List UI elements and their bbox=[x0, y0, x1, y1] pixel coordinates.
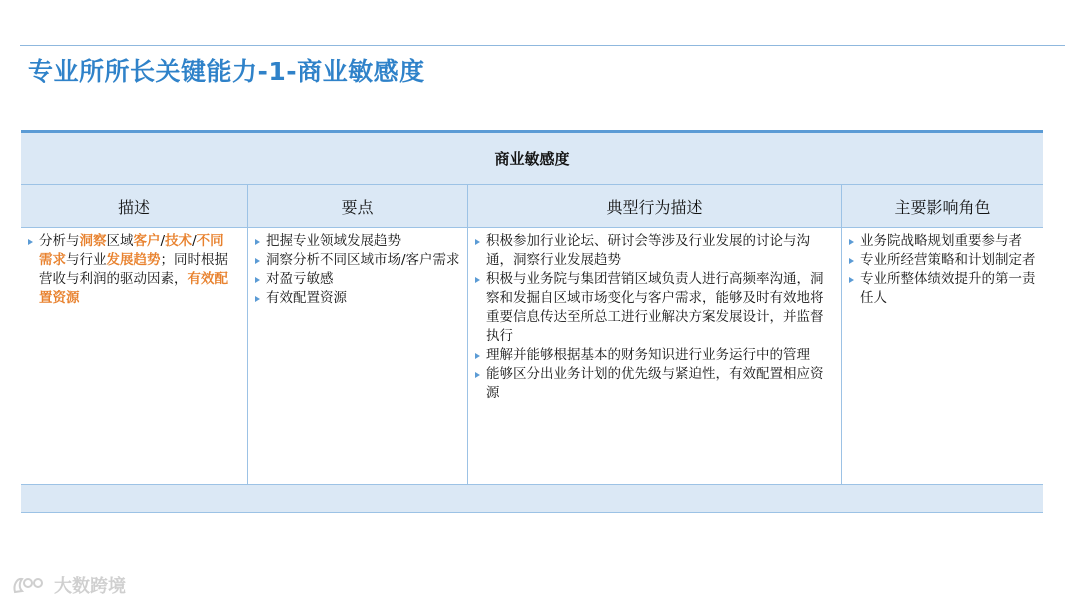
highlight-text: 技术 bbox=[165, 233, 193, 249]
column-divider bbox=[467, 185, 468, 485]
description-cell bbox=[27, 232, 233, 308]
highlight-text: 客户 bbox=[133, 233, 161, 249]
top-rule bbox=[20, 45, 1065, 46]
roles-cell bbox=[848, 232, 1038, 308]
role-item: 专业所经营策略和计划制定者 bbox=[848, 251, 1038, 270]
highlight-text: 不同需求 bbox=[39, 233, 224, 268]
watermark bbox=[12, 572, 126, 598]
watermark-text: 大数跨境 bbox=[54, 576, 126, 597]
highlight-text: 洞察 bbox=[79, 233, 107, 249]
description-segment: 分析与 bbox=[39, 233, 80, 249]
role-item: 专业所整体绩效提升的第一责任人 bbox=[848, 270, 1038, 308]
header-description: 描述 bbox=[117, 197, 150, 217]
header-behaviors: 典型行为描述 bbox=[606, 197, 703, 217]
roles-list bbox=[848, 232, 1038, 308]
behaviors-cell bbox=[474, 232, 836, 403]
watermark-logo-icon bbox=[12, 575, 48, 595]
table-body-row bbox=[21, 228, 1043, 484]
table-footer-row bbox=[21, 484, 1043, 513]
key-point-item: 对盈亏敏感 bbox=[254, 270, 460, 289]
behavior-item: 理解并能够根据基本的财务知识进行业务运行中的管理 bbox=[474, 346, 836, 365]
key-point-item: 有效配置资源 bbox=[254, 289, 460, 308]
column-divider bbox=[841, 185, 842, 485]
description-segment: 区域 bbox=[106, 233, 134, 249]
key-points-cell bbox=[254, 232, 460, 308]
competency-table bbox=[21, 130, 1043, 512]
behaviors-list bbox=[474, 232, 836, 403]
table-banner: 商业敏感度 bbox=[21, 133, 1043, 185]
behavior-item: 积极参加行业论坛、研讨会等涉及行业发展的讨论与沟通，洞察行业发展趋势 bbox=[474, 232, 836, 270]
description-segment: / bbox=[160, 233, 166, 249]
description-segment: ；同时根据营收与利润的驱动因素， bbox=[39, 252, 228, 287]
key-point-item: 把握专业领域发展趋势 bbox=[254, 232, 460, 251]
highlight-text: 有效配置资源 bbox=[39, 271, 228, 306]
role-item: 业务院战略规划重要参与者 bbox=[848, 232, 1038, 251]
page-title: 专业所所长关键能力-1-商业敏感度 bbox=[28, 57, 425, 86]
description-segment: 与行业 bbox=[66, 252, 107, 268]
column-divider bbox=[247, 185, 248, 485]
header-key-points: 要点 bbox=[341, 197, 374, 217]
key-point-item: 洞察分析不同区域市场/客户需求 bbox=[254, 251, 460, 270]
key-points-list bbox=[254, 232, 460, 308]
behavior-item: 能够区分出业务计划的优先级与紧迫性，有效配置相应资源 bbox=[474, 365, 836, 403]
highlight-text: 发展趋势 bbox=[106, 252, 161, 268]
behavior-item: 积极与业务院与集团营销区域负责人进行高频率沟通，洞察和发掘自区域市场变化与客户需求，能够及时有效地将重要信息传达至所总工进行业解决方案发展设计，并监督执行 bbox=[474, 270, 836, 346]
table-header-row bbox=[21, 185, 1043, 228]
header-roles: 主要影响角色 bbox=[894, 197, 991, 217]
description-text bbox=[27, 232, 233, 308]
description-segment: / bbox=[192, 233, 197, 249]
